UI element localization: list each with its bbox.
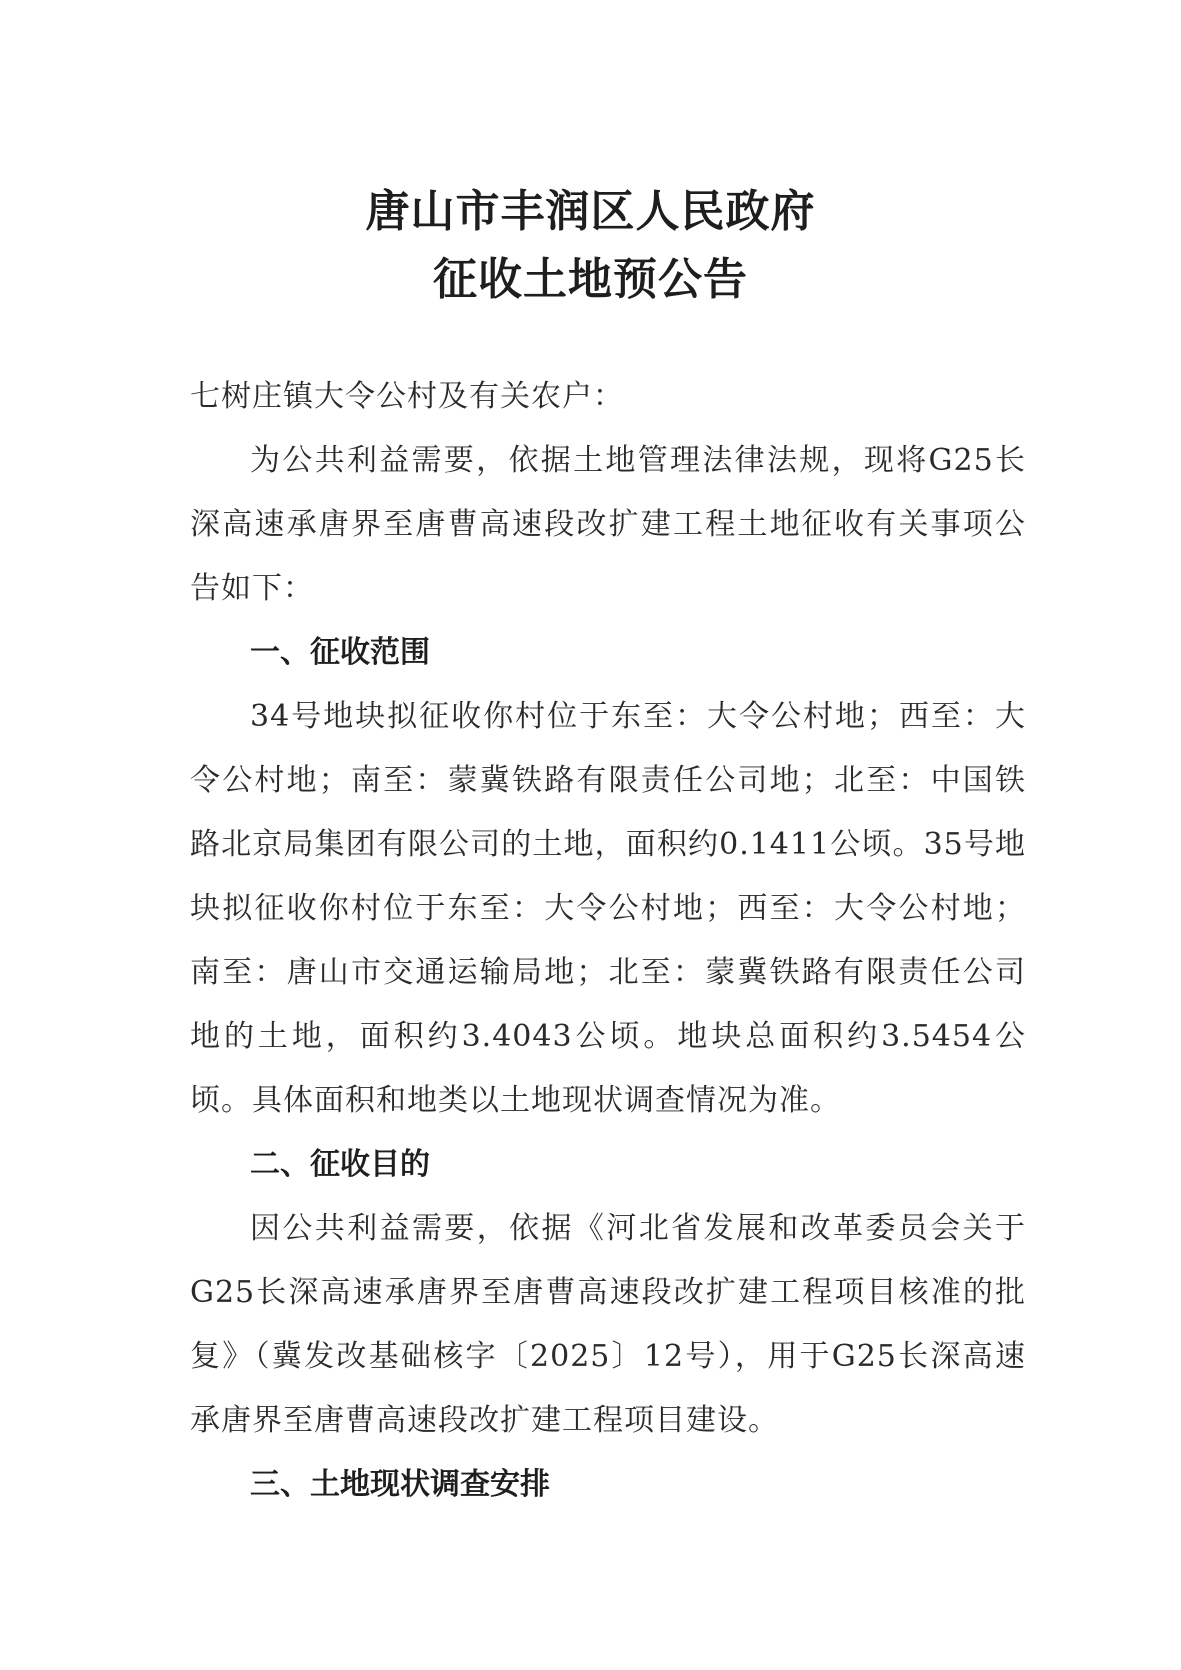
intro-paragraph: 为公共利益需要，依据土地管理法律法规，现将G25长深高速承唐界至唐曹高速段改扩建工程土地征收有关事项公告如下：: [190, 443, 1026, 606]
document-title: [0, 178, 1181, 314]
title-line-2: 征收土地预公告: [433, 254, 748, 305]
section-text-1: 34号地块拟征收你村位于东至：大令公村地；西至：大令公村地；南至：蒙冀铁路有限责任公司地；北至：中国铁路北京局集团有限公司的土地，面积约0.1411公顷。35号地块拟征收你村位于东至：大令公村地；西至：大令公村地；南至：唐山市交通运输局地；北至：蒙冀铁路有限责任公司地的土地，面积约3.4043公顷。地块总面积约3.5454公顷。具体面积和地类以土地现状调查情况为准。: [190, 699, 1026, 1118]
section-heading-2: 二、征收目的: [250, 1147, 430, 1182]
section-heading-3: 三、土地现状调查安排: [250, 1467, 550, 1502]
section-heading-1: 一、征收范围: [250, 635, 430, 670]
document-body: [190, 365, 1026, 1517]
salutation: 七树庄镇大令公村及有关农户：: [190, 379, 624, 414]
section-text-2: 因公共利益需要，依据《河北省发展和改革委员会关于G25长深高速承唐界至唐曹高速段改扩建工程项目核准的批复》（冀发改基础核字〔2025〕12号），用于G25长深高速承唐界至唐曹高速段改扩建工程项目建设。: [190, 1211, 1026, 1438]
title-line-1: 唐山市丰润区人民政府: [365, 186, 816, 237]
